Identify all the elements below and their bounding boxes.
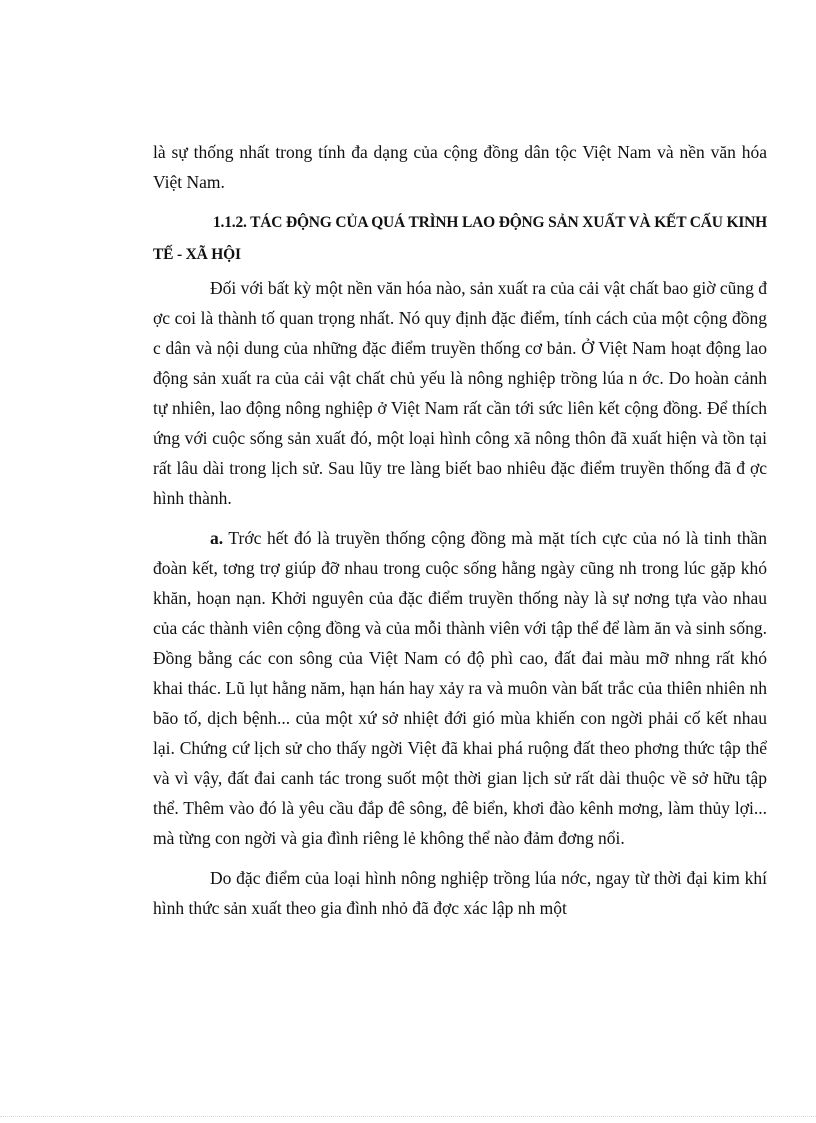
section-heading: 1.1.2. TÁC ĐỘNG CỦA QUÁ TRÌNH LAO ĐỘNG SẢN XUẤT VÀ KẾT CẤU KINH TẾ - XÃ HỘI — [153, 214, 767, 263]
paragraph-community-tradition — [153, 523, 767, 853]
paragraph-community-text: Trớc hết đó là truyền thống cộng đồng mà mặt tích cực của nó là tinh thần đoàn kết, tơng trợ giúp đỡ nhau trong cuộc sống hằng ngày cũng nh trong lúc gặp khó khăn, hoạn nạn. Khởi nguyên của đặc điểm truyền thống này là sự nơng tựa vào nhau của các thành viên cộng đồng và của mỗi thành viên với tập thể để làm ăn và sinh sống. Đồng bằng các con sông của Việt Nam có độ phì cao, đất đai màu mỡ nhng rất khó khai thác. Lũ lụt hằng năm, hạn hán hay xảy ra và muôn vàn bất trắc của thiên nhiên nh bão tố, dịch bệnh... của một xứ sở nhiệt đới gió mùa khiến con ngời phải cố kết nhau lại. Chứng cứ lịch sử cho thấy ngời Việt đã khai phá ruộng đất theo phơng thức tập thể và vì vậy, đất đai canh tác trong suốt một thời gian lịch sử rất dài thuộc về sở hữu tập thể. Thêm vào đó là yêu cầu đắp đê sông, đê biển, khơi đào kênh mơng, làm thủy lợi... mà từng con ngời và gia đình riêng lẻ không thể nào đảm đơng nổi. — [153, 528, 767, 848]
paragraph-rice-farming: Do đặc điểm của loại hình nông nghiệp trồng lúa nớc, ngay từ thời đại kim khí hình thức sản xuất theo gia đình nhỏ đã đợc xác lập nh một — [153, 868, 767, 918]
document-body — [153, 137, 767, 933]
paragraph-production: Đối với bất kỳ một nền văn hóa nào, sản xuất ra của cải vật chất bao giờ cũng đ ợc coi là thành tố quan trọng nhất. Nó quy định đặc điểm, tính cách của một cộng đồng c dân và nội dung của những đặc điểm truyền thống cơ bản. Ở Việt Nam hoạt động lao động sản xuất ra của cải vật chất chủ yếu là nông nghiệp trồng lúa n ớc. Do hoàn cảnh tự nhiên, lao động nông nghiệp ở Việt Nam rất cần tới sức liên kết cộng đồng. Để thích ứng với cuộc sống sản xuất đó, một loại hình công xã nông thôn đã xuất hiện và tồn tại rất lâu dài trong lịch sử. Sau lũy tre làng biết bao nhiêu đặc điểm truyền thống đã đ ợc hình thành. — [153, 278, 767, 508]
page-bottom-border — [0, 1116, 816, 1117]
paragraph-lead-marker: a. — [210, 528, 224, 548]
intro-paragraph: là sự thống nhất trong tính đa dạng của cộng đồng dân tộc Việt Nam và nền văn hóa Việt Nam. — [153, 142, 767, 192]
